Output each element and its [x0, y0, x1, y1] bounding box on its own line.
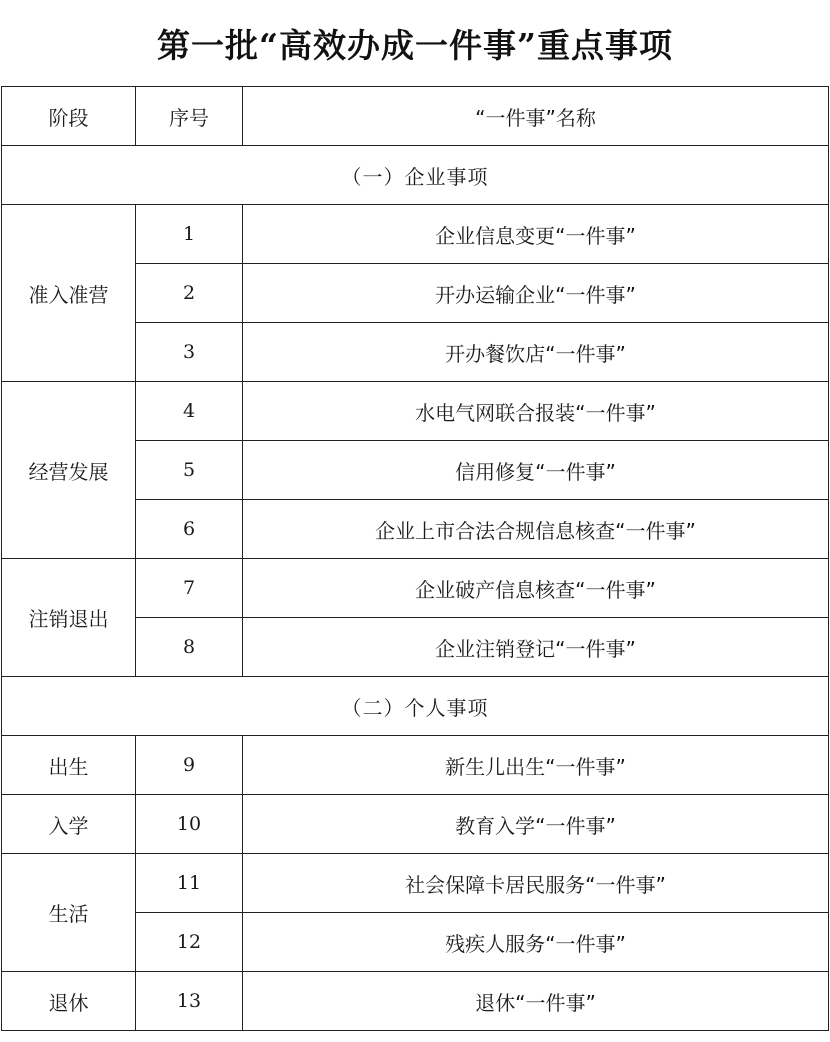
number-cell: 4 — [136, 382, 243, 441]
number-cell: 9 — [136, 736, 243, 795]
matter-name-cell: 企业信息变更“一件事” — [243, 205, 829, 264]
stage-cell: 生活 — [2, 854, 136, 972]
header-stage: 阶段 — [2, 87, 136, 146]
matter-name-cell: 新生儿出生“一件事” — [243, 736, 829, 795]
stage-cell: 经营发展 — [2, 382, 136, 559]
section-row — [2, 146, 829, 205]
table-body — [2, 146, 829, 1031]
matter-name-cell: 开办运输企业“一件事” — [243, 264, 829, 323]
number-cell: 3 — [136, 323, 243, 382]
stage-cell: 注销退出 — [2, 559, 136, 677]
stage-cell: 出生 — [2, 736, 136, 795]
matter-name-cell: 退休“一件事” — [243, 972, 829, 1031]
number-cell: 12 — [136, 913, 243, 972]
table-row — [2, 854, 829, 913]
matter-name-cell: 教育入学“一件事” — [243, 795, 829, 854]
matters-table — [1, 86, 829, 1031]
number-cell: 11 — [136, 854, 243, 913]
number-cell: 6 — [136, 500, 243, 559]
section-row — [2, 677, 829, 736]
table-row — [2, 382, 829, 441]
header-name: “一件事”名称 — [243, 87, 829, 146]
stage-cell: 准入准营 — [2, 205, 136, 382]
section-title: （二）个人事项 — [2, 677, 829, 736]
stage-cell: 退休 — [2, 972, 136, 1031]
header-number: 序号 — [136, 87, 243, 146]
table-row — [2, 795, 829, 854]
table-row — [2, 205, 829, 264]
number-cell: 13 — [136, 972, 243, 1031]
page-title: 第一批“高效办成一件事”重点事项 — [157, 25, 673, 65]
table-row — [2, 972, 829, 1031]
matter-name-cell: 企业上市合法合规信息核查“一件事” — [243, 500, 829, 559]
table-row — [2, 736, 829, 795]
matter-name-cell: 信用修复“一件事” — [243, 441, 829, 500]
matter-name-cell: 残疾人服务“一件事” — [243, 913, 829, 972]
stage-cell: 入学 — [2, 795, 136, 854]
matter-name-cell: 企业破产信息核查“一件事” — [243, 559, 829, 618]
number-cell: 7 — [136, 559, 243, 618]
matter-name-cell: 水电气网联合报装“一件事” — [243, 382, 829, 441]
number-cell: 8 — [136, 618, 243, 677]
number-cell: 2 — [136, 264, 243, 323]
matter-name-cell: 开办餐饮店“一件事” — [243, 323, 829, 382]
matter-name-cell: 社会保障卡居民服务“一件事” — [243, 854, 829, 913]
number-cell: 1 — [136, 205, 243, 264]
table-row — [2, 559, 829, 618]
matter-name-cell: 企业注销登记“一件事” — [243, 618, 829, 677]
number-cell: 10 — [136, 795, 243, 854]
number-cell: 5 — [136, 441, 243, 500]
section-title: （一）企业事项 — [2, 146, 829, 205]
table-header-row — [2, 87, 829, 146]
